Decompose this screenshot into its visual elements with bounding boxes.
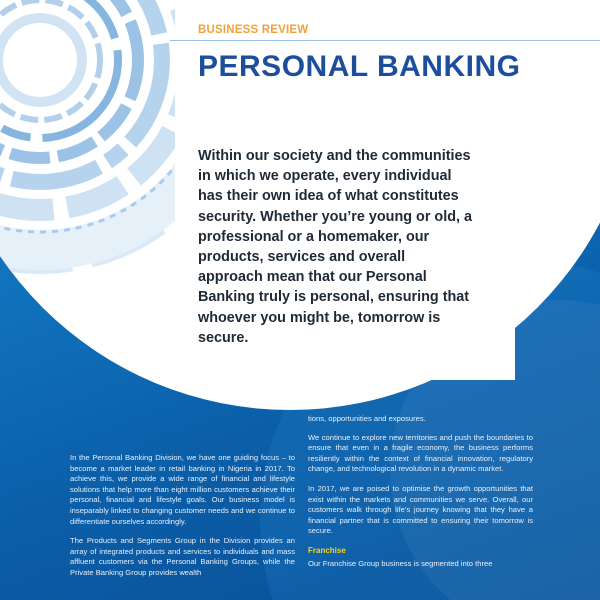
page-title: PERSONAL BANKING — [198, 50, 521, 83]
right-column — [308, 414, 533, 578]
left-column — [70, 453, 295, 588]
section-label: BUSINESS REVIEW — [198, 24, 309, 36]
intro-paragraph: Within our society and the communities in which we operate, every individual has their own idea of what constitutes security. Whether you’re young or old, a professional or a homemaker, our products, services and overall approach mean that our Personal Banking truly is personal, ensuring that whoever you might be, tomorrow is secure. — [198, 148, 472, 346]
subheading-franchise: Franchise — [308, 545, 346, 555]
body-paragraph: tions, opportunities and exposures. — [308, 414, 426, 423]
body-paragraph: The Products and Segments Group in the Division provides an array of integrated products and services to individuals and mass affluent customers via the Personal Banking Groups, while the Private Banking Group provides wealth — [70, 536, 295, 577]
body-paragraph: We continue to explore new territories and push the boundaries to ensure that even in a fragile economy, the business performs resiliently within the context of financial innovation, regulatory change, and technological revolution in a dynamic market. — [308, 432, 533, 474]
header-rule — [170, 40, 600, 41]
body-paragraph: In 2017, we are poised to optimise the growth opportunities that exist within the markets and communities we serve. Overall, our customers walk through life’s journey knowing that they have a financial partner that is committed to ensuring their tomorrow is secure. — [308, 483, 533, 536]
body-paragraph: Our Franchise Group business is segmented into three — [308, 558, 493, 568]
body-paragraph: In the Personal Banking Division, we have one guiding focus – to become a market leader in retail banking in Nigeria in 2017. To achieve this, we provide a wide range of financial and lifestyle solutions that help more than eight million customers achieve their personal, financial and lifestyle goals. Our business model is inseparably linked to changing customer needs and we continue to differentiate ourselves accordingly. — [70, 453, 295, 526]
